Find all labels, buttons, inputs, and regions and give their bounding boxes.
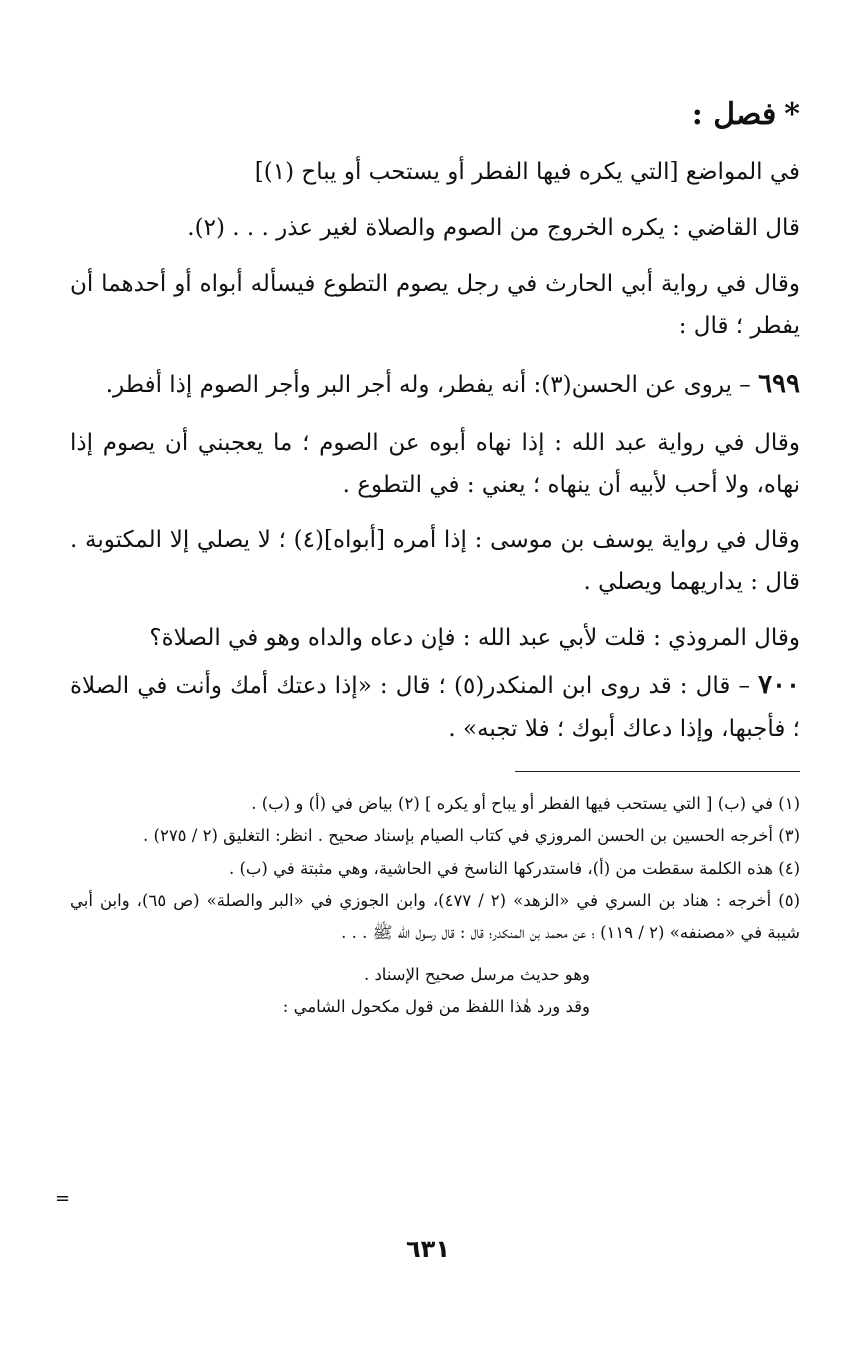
narration-number: ٧٠٠ bbox=[758, 670, 800, 701]
continuation-mark: = bbox=[55, 1188, 71, 1209]
page-body bbox=[70, 95, 800, 1023]
footnote-5: (٥) أخرجه : هناد بن السري في «الزهد» (٢ / ٤٧٧)، وابن الجوزي في «البر والصلة» (ص ٦٥)، وابن أبي شيبة في «مصنفه» (٢ / ١١٩) ؛ عن محمد بن المنكدر؛ قال : قال رسول الله ﷺ . . . bbox=[70, 890, 800, 942]
footnote-note-2: وقد ورد هٰذا اللفظ من قول مكحول الشامي : bbox=[282, 997, 590, 1017]
section-heading bbox=[70, 95, 800, 134]
narration-text: – يروى عن الحسن(٣): أنه يفطر، وله أجر البر وأجر الصوم إذا أفطر. bbox=[105, 372, 751, 399]
paragraph-marrudhi: وقال المروذي : قلت لأبي عبد الله : فإن دعاه والداه وهو في الصلاة؟ bbox=[149, 625, 800, 652]
footnote-1-2: (١) في (ب) [ التي يستحب فيها الفطر أو يباح أو يكره ] (٢) بياض في (أ) و (ب) . bbox=[251, 794, 800, 814]
footnote-divider bbox=[515, 771, 800, 772]
section-title: فصل : bbox=[691, 97, 777, 132]
paragraph-abdullah: وقال في رواية عبد الله : إذا نهاه أبوه عن الصوم ؛ ما يعجبني أن يصوم إذا نهاه، ولا أحب لأبيه أن ينهاه ؛ يعني : في التطوع . bbox=[70, 429, 800, 498]
footnote-3: (٣) أخرجه الحسين بن الحسن المروزي في كتاب الصيام بإسناد صحيح . انظر: التغليق (٢ / ٢٧٥) . bbox=[143, 826, 800, 846]
paragraph-qadi: قال القاضي : يكره الخروج من الصوم والصلاة لغير عذر . . . (٢). bbox=[187, 214, 800, 241]
narration-text: – قال : قد روى ابن المنكدر(٥) ؛ قال : «إذا دعتك أمك وأنت في الصلاة ؛ فأجبها، وإذا دعاك أبوك ؛ فلا تجبه» . bbox=[70, 673, 800, 743]
page-number: ٦٣١ bbox=[406, 1235, 450, 1263]
footnote-4: (٤) هذه الكلمة سقطت من (أ)، فاستدركها الناسخ في الحاشية، وهي مثبتة في (ب) . bbox=[228, 858, 800, 878]
asterisk-icon: * bbox=[784, 97, 800, 132]
narration-number: ٦٩٩ bbox=[758, 369, 800, 400]
footnote-note-1: وهو حديث مرسل صحيح الإسناد . bbox=[363, 965, 590, 985]
paragraph-topic: في المواضع [التي يكره فيها الفطر أو يستحب أو يباح (١)] bbox=[254, 159, 800, 185]
paragraph-abu-harith: وقال في رواية أبي الحارث في رجل يصوم التطوع فيسأله أبواه أو أحدهما أن يفطر ؛ قال : bbox=[70, 270, 800, 339]
paragraph-yusuf: وقال في رواية يوسف بن موسى : إذا أمره [أبواه](٤) ؛ لا يصلي إلا المكتوبة . قال : يداريهما ويصلي . bbox=[70, 527, 800, 596]
narration-700 bbox=[70, 662, 800, 751]
narration-699 bbox=[70, 361, 800, 408]
